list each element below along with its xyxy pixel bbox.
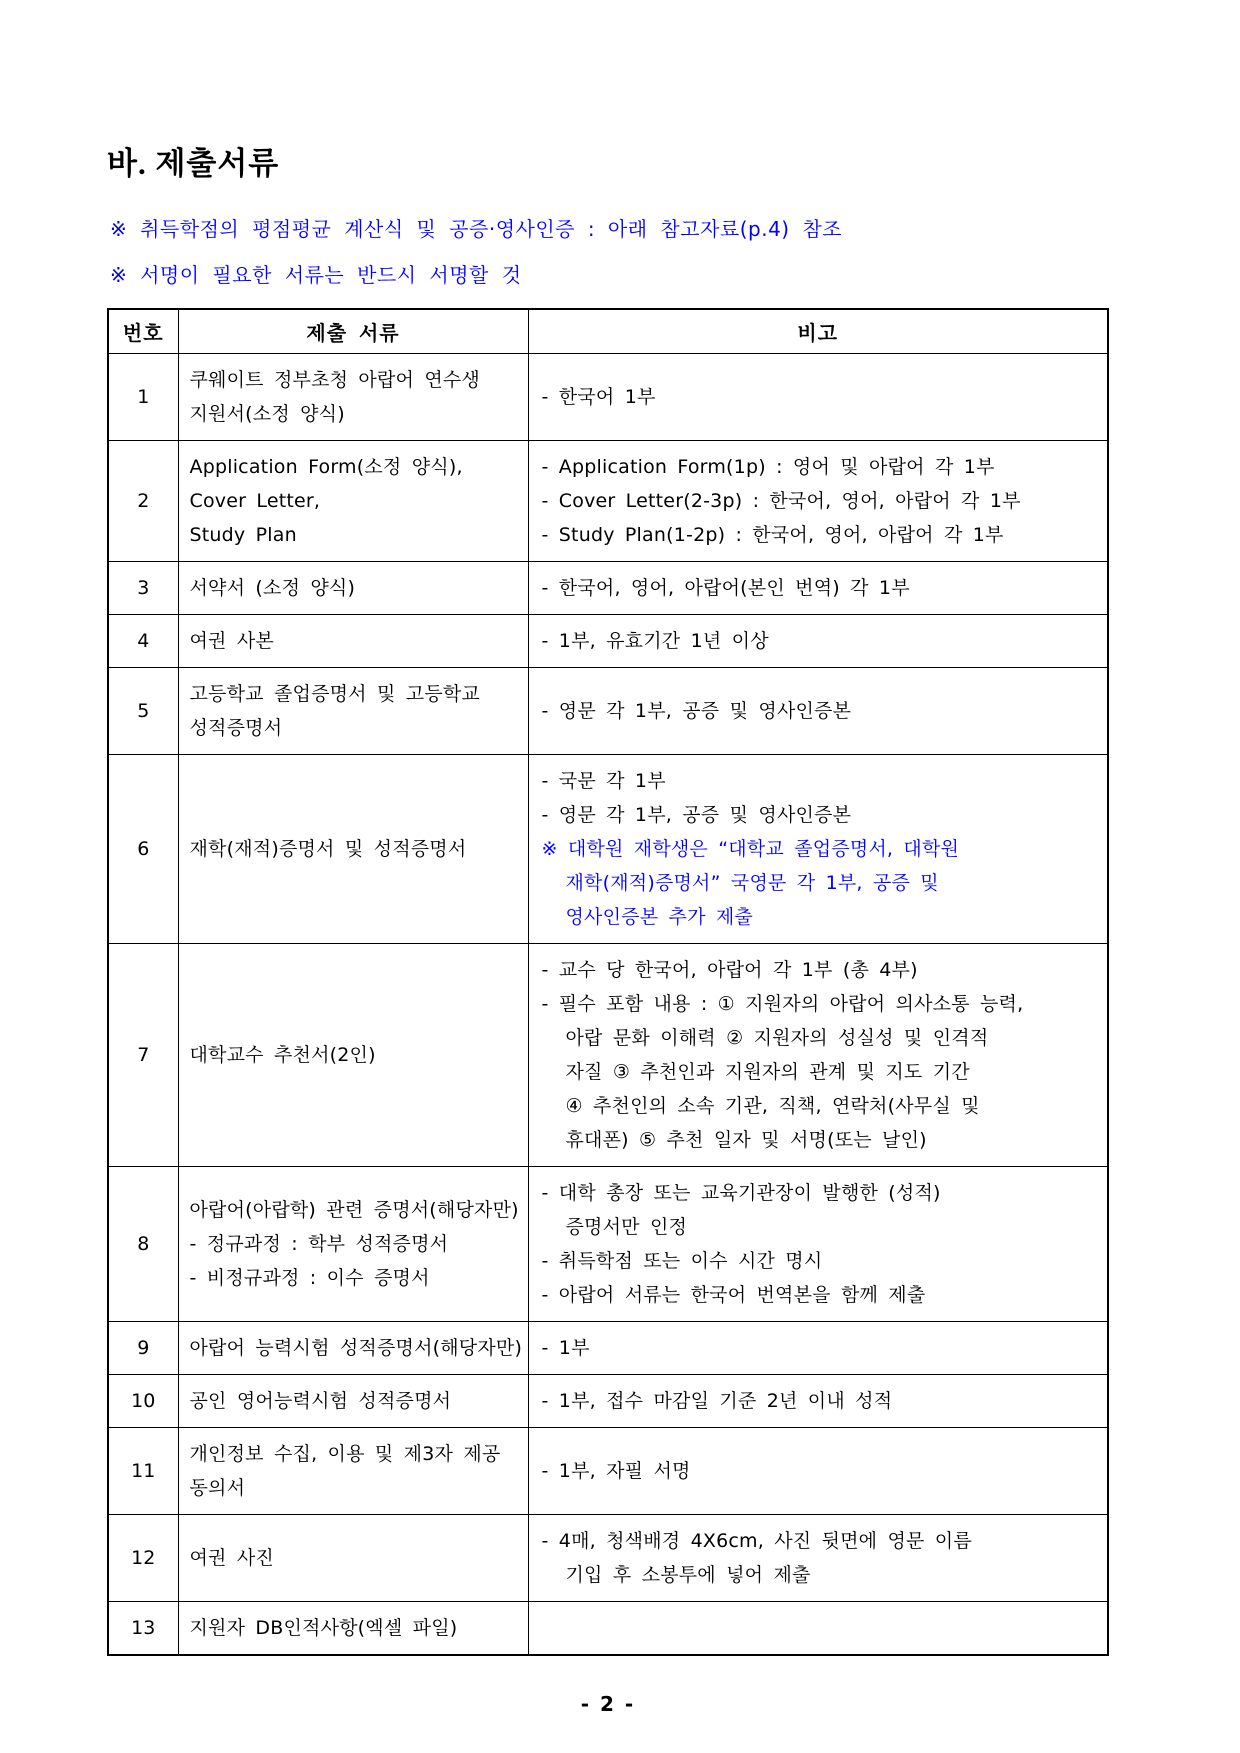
row-number: 6 bbox=[108, 754, 178, 943]
row-document-name bbox=[178, 1321, 528, 1374]
table-row bbox=[108, 943, 1108, 1166]
text-line: 아랍어(아랍학) 관련 증명서(해당자만) bbox=[189, 1198, 519, 1221]
text-line: 재학(재적)증명서 및 성적증명서 bbox=[189, 837, 467, 860]
row-number: 8 bbox=[108, 1166, 178, 1321]
row-document-name bbox=[178, 1166, 528, 1321]
text-line: 공인 영어능력시험 성적증명서 bbox=[189, 1389, 452, 1412]
text-line: 지원자 DB인적사항(엑셀 파일) bbox=[189, 1616, 458, 1639]
text-line: - 1부 bbox=[541, 1336, 590, 1359]
text-line: 여권 사진 bbox=[189, 1546, 274, 1569]
text-line: 기입 후 소봉투에 넣어 제출 bbox=[565, 1563, 811, 1586]
text-line: - 국문 각 1부 bbox=[541, 769, 666, 792]
text-line: 대학교수 추천서(2인) bbox=[189, 1043, 376, 1066]
text-line: - 대학 총장 또는 교육기관장이 발행한 (성적) bbox=[541, 1181, 941, 1204]
header-document: 제출 서류 bbox=[178, 309, 528, 353]
remark-note-line: 재학(재적)증명서” 국영문 각 1부, 공증 및 bbox=[565, 871, 939, 894]
text-line: - 비정규과정 : 이수 증명서 bbox=[189, 1266, 430, 1289]
row-document-name bbox=[178, 1601, 528, 1655]
row-remarks bbox=[528, 440, 1108, 561]
text-line: Cover Letter, bbox=[189, 489, 321, 512]
text-line: 휴대폰) ⑤ 추천 일자 및 서명(또는 날인) bbox=[565, 1128, 927, 1151]
text-line: - 영문 각 1부, 공증 및 영사인증본 bbox=[541, 803, 852, 826]
text-line: 개인정보 수집, 이용 및 제3자 제공 bbox=[189, 1442, 501, 1465]
text-line: - 한국어 1부 bbox=[541, 385, 656, 408]
row-number: 13 bbox=[108, 1601, 178, 1655]
row-number: 9 bbox=[108, 1321, 178, 1374]
table-row bbox=[108, 440, 1108, 561]
table-row bbox=[108, 754, 1108, 943]
text-line: - 1부, 유효기간 1년 이상 bbox=[541, 629, 769, 652]
row-document-name bbox=[178, 440, 528, 561]
row-remarks bbox=[528, 614, 1108, 667]
row-number: 5 bbox=[108, 667, 178, 754]
row-document-name bbox=[178, 754, 528, 943]
text-line: - 영문 각 1부, 공증 및 영사인증본 bbox=[541, 699, 852, 722]
text-line: 지원서(소정 양식) bbox=[189, 402, 345, 425]
text-line: 아랍어 능력시험 성적증명서(해당자만) bbox=[189, 1336, 523, 1359]
table-row bbox=[108, 1514, 1108, 1601]
text-line: 쿠웨이트 정부초청 아랍어 연수생 bbox=[189, 368, 480, 391]
row-number: 2 bbox=[108, 440, 178, 561]
text-line: 증명서만 인정 bbox=[565, 1215, 688, 1238]
table-row bbox=[108, 561, 1108, 614]
table-row bbox=[108, 667, 1108, 754]
text-line: - 4매, 청색배경 4X6cm, 사진 뒷면에 영문 이름 bbox=[541, 1529, 972, 1552]
table-row bbox=[108, 353, 1108, 440]
row-document-name bbox=[178, 561, 528, 614]
row-remarks bbox=[528, 667, 1108, 754]
row-remarks bbox=[528, 1166, 1108, 1321]
text-line: 고등학교 졸업증명서 및 고등학교 bbox=[189, 682, 480, 705]
text-line: 자질 ③ 추천인과 지원자의 관계 및 지도 기간 bbox=[565, 1060, 970, 1083]
text-line: 성적증명서 bbox=[189, 716, 283, 739]
text-line: 서약서 (소정 양식) bbox=[189, 576, 356, 599]
row-number: 4 bbox=[108, 614, 178, 667]
text-line: - 한국어, 영어, 아랍어(본인 번역) 각 1부 bbox=[541, 576, 910, 599]
header-remarks: 비고 bbox=[528, 309, 1108, 353]
page-title: 바. 제출서류 bbox=[107, 146, 280, 181]
text-line: - 취득학점 또는 이수 시간 명시 bbox=[541, 1249, 823, 1272]
table-row bbox=[108, 1427, 1108, 1514]
row-remarks bbox=[528, 1321, 1108, 1374]
text-line: - Application Form(1p) : 영어 및 아랍어 각 1부 bbox=[541, 455, 995, 478]
text-line: 동의서 bbox=[189, 1476, 246, 1499]
row-document-name bbox=[178, 1374, 528, 1427]
header-number: 번호 bbox=[108, 309, 178, 353]
note-gpa-apostille: ※ 취득학점의 평점평균 계산식 및 공증·영사인증 : 아래 참고자료(p.4) 참조 bbox=[110, 217, 843, 241]
text-line: ④ 추천인의 소속 기관, 직책, 연락처(사무실 및 bbox=[565, 1094, 980, 1117]
row-remarks bbox=[528, 353, 1108, 440]
text-line: - Study Plan(1-2p) : 한국어, 영어, 아랍어 각 1부 bbox=[541, 523, 1004, 546]
row-remarks bbox=[528, 943, 1108, 1166]
text-line: 아랍 문화 이해력 ② 지원자의 성실성 및 인격적 bbox=[565, 1026, 989, 1049]
table-header-row bbox=[108, 309, 1108, 353]
row-remarks bbox=[528, 1601, 1108, 1655]
remark-note-line: ※ 대학원 재학생은 “대학교 졸업증명서, 대학원 bbox=[541, 837, 960, 860]
remark-note-line: 영사인증본 추가 제출 bbox=[565, 905, 753, 928]
row-number: 3 bbox=[108, 561, 178, 614]
row-remarks bbox=[528, 754, 1108, 943]
table-row bbox=[108, 1166, 1108, 1321]
table-row bbox=[108, 1601, 1108, 1655]
table-row bbox=[108, 614, 1108, 667]
note-signature-required: ※ 서명이 필요한 서류는 반드시 서명할 것 bbox=[110, 263, 522, 287]
text-line: - 1부, 접수 마감일 기준 2년 이내 성적 bbox=[541, 1389, 893, 1412]
table-body bbox=[108, 353, 1108, 1655]
row-number: 12 bbox=[108, 1514, 178, 1601]
row-document-name bbox=[178, 943, 528, 1166]
row-number: 7 bbox=[108, 943, 178, 1166]
row-number: 1 bbox=[108, 353, 178, 440]
row-remarks bbox=[528, 561, 1108, 614]
row-document-name bbox=[178, 667, 528, 754]
row-remarks bbox=[528, 1514, 1108, 1601]
text-line: - Cover Letter(2-3p) : 한국어, 영어, 아랍어 각 1부 bbox=[541, 489, 1021, 512]
submission-documents-table bbox=[107, 308, 1109, 1656]
row-remarks bbox=[528, 1374, 1108, 1427]
row-document-name bbox=[178, 353, 528, 440]
table-row bbox=[108, 1374, 1108, 1427]
text-line: - 1부, 자필 서명 bbox=[541, 1459, 691, 1482]
row-number: 10 bbox=[108, 1374, 178, 1427]
row-document-name bbox=[178, 1427, 528, 1514]
table-row bbox=[108, 1321, 1108, 1374]
text-line: Application Form(소정 양식), bbox=[189, 455, 463, 478]
row-document-name bbox=[178, 1514, 528, 1601]
text-line: 여권 사본 bbox=[189, 629, 274, 652]
page-number: - 2 - bbox=[580, 1691, 636, 1716]
row-number: 11 bbox=[108, 1427, 178, 1514]
row-document-name bbox=[178, 614, 528, 667]
text-line: - 아랍어 서류는 한국어 번역본을 함께 제출 bbox=[541, 1283, 926, 1306]
text-line: - 필수 포함 내용 : ① 지원자의 아랍어 의사소통 능력, bbox=[541, 992, 1024, 1015]
text-line: - 정규과정 : 학부 성적증명서 bbox=[189, 1232, 449, 1255]
row-remarks bbox=[528, 1427, 1108, 1514]
text-line: - 교수 당 한국어, 아랍어 각 1부 (총 4부) bbox=[541, 958, 918, 981]
text-line: Study Plan bbox=[189, 523, 297, 546]
